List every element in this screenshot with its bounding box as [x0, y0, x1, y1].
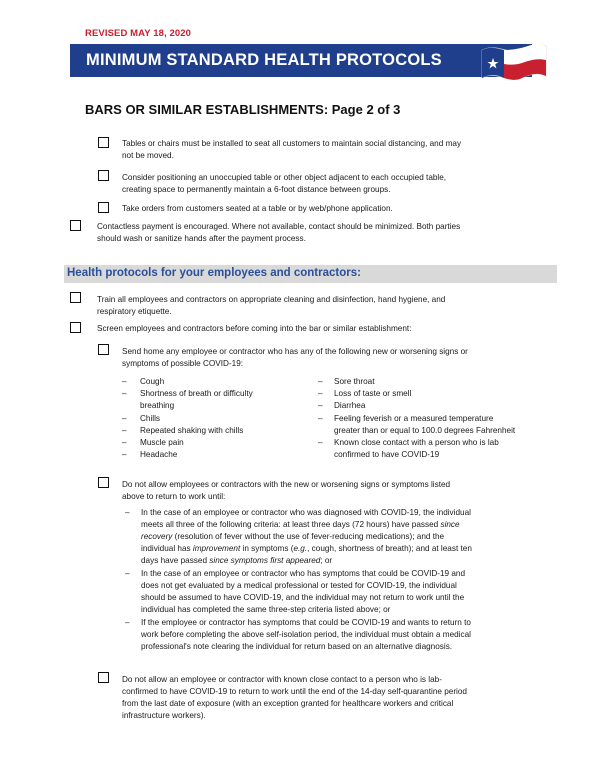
- symptom-diarrhea: Diarrhea: [334, 401, 366, 410]
- condition-medical-note-line3: professional's note clearing the individual for return based on an alternative diagnosis.: [141, 642, 453, 651]
- symptom-dash: –: [122, 450, 127, 459]
- condition-diagnosed-line1: In the case of an employee or contractor who was diagnosed with COVID-19, the individual: [141, 508, 471, 517]
- item-tables-chairs-line2: not be moved.: [122, 151, 174, 160]
- condition-not-evaluated-line2: does not get evaluated by a medical professional or tested for COVID-19, the individual: [141, 581, 457, 590]
- condition-dash: –: [125, 618, 130, 627]
- item-unoccupied-table-line2: creating space to permanently maintain a 6-foot distance between groups.: [122, 185, 391, 194]
- symptom-headache: Headache: [140, 450, 178, 459]
- page-title: BARS OR SIMILAR ESTABLISHMENTS: Page 2 of 3: [85, 102, 401, 117]
- document-title: MINIMUM STANDARD HEALTH PROTOCOLS: [86, 51, 442, 69]
- symptom-dash: –: [122, 389, 127, 398]
- item-known-contact-line3: from the last date of exposure (with an exception granted for healthcare workers and critical: [122, 699, 454, 708]
- item-train-employees-line1: Train all employees and contractors on appropriate cleaning and disinfection, hand hygiene, and: [97, 295, 446, 304]
- item-tables-chairs-line1: Tables or chairs must be installed to seat all customers to maintain social distancing, and may: [122, 139, 462, 148]
- condition-diagnosed-line5: days have passed since symptoms first appeared; or: [141, 556, 333, 565]
- condition-dash: –: [125, 569, 130, 578]
- item-do-not-allow-line1: Do not allow employees or contractors with the new or worsening signs or symptoms listed: [122, 480, 451, 489]
- item-unoccupied-table-line1: Consider positioning an unoccupied table or other object adjacent to each occupied table,: [122, 173, 447, 182]
- checkbox-train-employees[interactable]: [70, 292, 81, 303]
- symptom-dash: –: [318, 377, 323, 386]
- item-screen-employees: Screen employees and contractors before coming into the bar or similar establishment:: [97, 324, 412, 333]
- symptom-known-contact: Known close contact with a person who is lab: [334, 438, 499, 447]
- section-title: Health protocols for your employees and contractors:: [67, 267, 361, 279]
- condition-diagnosed-line2: meets all three of the following criteria: at least three days (72 hours) have passed since: [141, 520, 460, 529]
- symptom-sore-throat: Sore throat: [334, 377, 375, 386]
- item-send-home-line2: symptoms of possible COVID-19:: [122, 359, 244, 368]
- symptom-dash: –: [122, 426, 127, 435]
- symptom-muscle-pain: Muscle pain: [140, 438, 184, 447]
- symptom-dash: –: [318, 401, 323, 410]
- item-known-contact-line1: Do not allow an employee or contractor with known close contact to a person who is lab-: [122, 675, 442, 684]
- condition-not-evaluated-line1: In the case of an employee or contractor who has symptoms that could be COVID-19 and: [141, 569, 466, 578]
- symptom-shortness-of-breath: Shortness of breath or difficulty: [140, 389, 253, 398]
- symptom-dash: –: [122, 414, 127, 423]
- checkbox-screen-employees[interactable]: [70, 322, 81, 333]
- item-contactless-payment-line2: should wash or sanitize hands after the payment process.: [97, 234, 306, 243]
- checkbox-unoccupied-table[interactable]: [98, 170, 109, 181]
- title-banner: [70, 44, 532, 77]
- symptom-cough: Cough: [140, 377, 165, 386]
- condition-not-evaluated-line3: should be assumed to have COVID-19, and the individual may not return to work until the: [141, 593, 465, 602]
- condition-not-evaluated-line4: individual has completed the same three-step criteria listed above; or: [141, 605, 391, 614]
- symptom-known-contact-cont: confirmed to have COVID-19: [334, 450, 440, 459]
- item-known-contact-line2: confirmed to have COVID-19 to return to work until the end of the 14-day self-quarantine period: [122, 687, 467, 696]
- checkbox-known-contact[interactable]: [98, 672, 109, 683]
- symptom-loss-of-taste: Loss of taste or smell: [334, 389, 412, 398]
- symptom-dash: –: [122, 377, 127, 386]
- symptom-dash: –: [318, 438, 323, 447]
- symptom-dash: –: [318, 414, 323, 423]
- item-train-employees-line2: respiratory etiquette.: [97, 307, 172, 316]
- checkbox-contactless-payment[interactable]: [70, 220, 81, 231]
- item-contactless-payment-line1: Contactless payment is encouraged. Where not available, contact should be minimized. Both parties: [97, 222, 461, 231]
- symptom-chills: Chills: [140, 414, 161, 423]
- item-take-orders: Take orders from customers seated at a table or by web/phone application.: [122, 204, 393, 213]
- condition-diagnosed-line4: individual has improvement in symptoms (e.g., cough, shortness of breath); and at least ten: [141, 544, 472, 553]
- checkbox-tables-chairs[interactable]: [98, 137, 109, 148]
- checkbox-send-home[interactable]: [98, 344, 109, 355]
- checkbox-take-orders[interactable]: [98, 202, 109, 213]
- condition-medical-note-line1: If the employee or contractor has symptoms that could be COVID-19 and wants to return to: [141, 618, 471, 627]
- symptom-feverish: Feeling feverish or a measured temperature: [334, 414, 494, 423]
- item-send-home-line1: Send home any employee or contractor who has any of the following new or worsening signs or: [122, 347, 468, 356]
- condition-diagnosed-line3: recovery (resolution of fever without the use of fever-reducing medications); and the: [141, 532, 445, 541]
- texas-flag-icon: [478, 36, 548, 84]
- condition-medical-note-line2: work before completing the above self-isolation period, the individual must obtain a medical: [141, 630, 471, 639]
- symptom-shortness-of-breath-cont: breathing: [140, 401, 175, 410]
- item-do-not-allow-line2: above to return to work until:: [122, 492, 226, 501]
- item-known-contact-line4: infrastructure workers).: [122, 711, 206, 720]
- checkbox-do-not-allow[interactable]: [98, 477, 109, 488]
- revised-date: REVISED MAY 18, 2020: [85, 28, 192, 39]
- symptom-repeated-shaking: Repeated shaking with chills: [140, 426, 244, 435]
- symptom-feverish-cont: greater than or equal to 100.0 degrees Fahrenheit: [334, 426, 516, 435]
- symptom-dash: –: [318, 389, 323, 398]
- condition-dash: –: [125, 508, 130, 517]
- section-header-bar: [64, 265, 557, 283]
- symptom-dash: –: [122, 438, 127, 447]
